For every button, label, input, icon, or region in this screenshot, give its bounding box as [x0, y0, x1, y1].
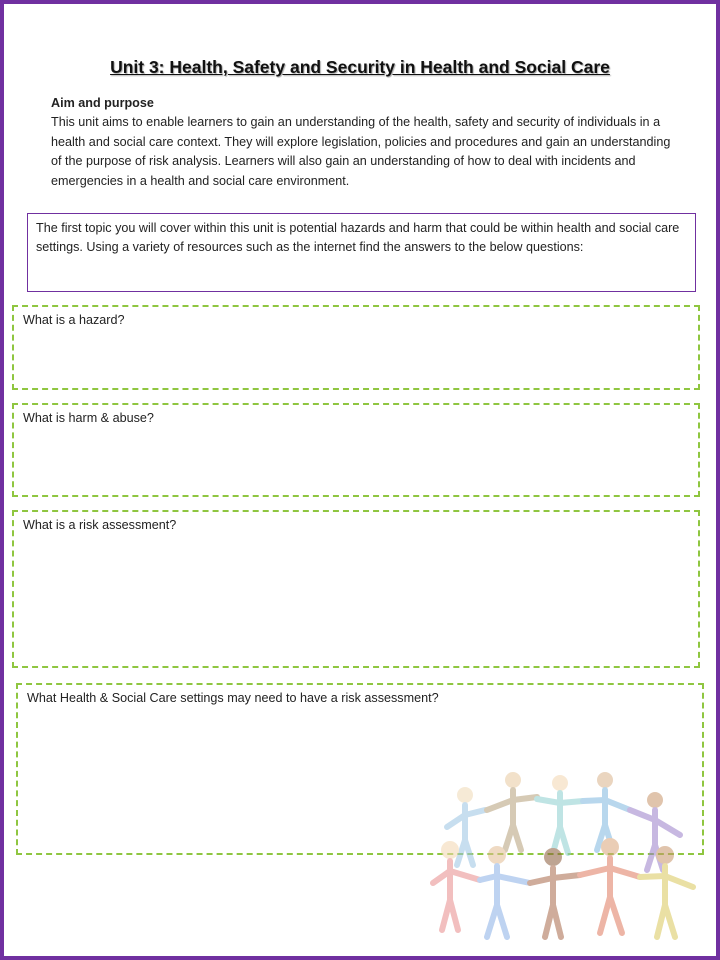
answer-box-risk-assessment[interactable] [12, 510, 700, 668]
aim-heading: Aim and purpose [51, 96, 154, 110]
aim-section [51, 94, 676, 191]
page-title: Unit 3: Health, Safety and Security in Health and Social Care [110, 57, 610, 77]
question-label: What is a hazard? [23, 313, 125, 327]
answer-box-harm-abuse[interactable] [12, 403, 700, 497]
intro-box: The first topic you will cover within this unit is potential hazards and harm that could be within health and social care settings. Using a variety of resources such as the internet find the answers to the below questions: [27, 213, 696, 292]
aim-body: This unit aims to enable learners to gain an understanding of the health, safety and security of individuals in a health and social care context. They will explore legislation, policies and procedures and gain an understanding of the purpose of risk analysis. Learners will also gain an understanding of how to deal with incidents and emergencies in a health and social care environment. [51, 115, 671, 188]
children-circle-illustration [425, 755, 715, 950]
question-label: What is a risk assessment? [23, 518, 177, 532]
question-label: What Health & Social Care settings may need to have a risk assessment? [27, 691, 439, 705]
answer-box-hazard[interactable] [12, 305, 700, 390]
question-label: What is harm & abuse? [23, 411, 154, 425]
